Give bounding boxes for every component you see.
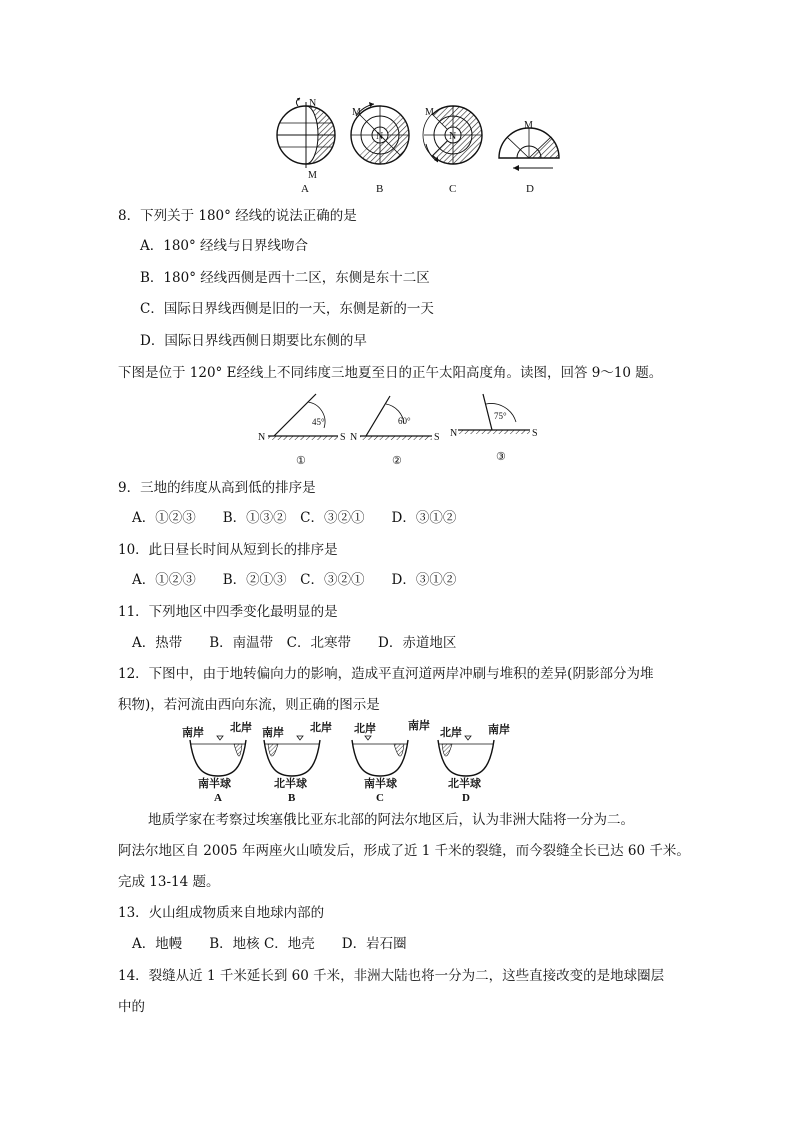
passage-line-3: 完成 13-14 题。 bbox=[118, 874, 220, 890]
angle-3-label: ③ bbox=[496, 451, 506, 463]
question-11-stem: 11．下列地区中四季变化最明显的是 bbox=[118, 604, 338, 620]
river-a-label: A bbox=[214, 792, 222, 804]
angle-2-label: ② bbox=[392, 455, 402, 467]
angle-figure-1 bbox=[258, 394, 346, 467]
question-8-stem: 8．下列关于 180° 经线的说法正确的是 bbox=[118, 208, 357, 224]
globe-a-north-mark: N bbox=[309, 98, 317, 109]
globe-d-label: D bbox=[526, 183, 534, 195]
globe-b-north-mark: N bbox=[376, 131, 384, 142]
river-a-left-bank: 南岸 bbox=[182, 727, 204, 739]
globe-c-label: C bbox=[449, 183, 457, 195]
river-d-left-bank: 北岸 bbox=[440, 727, 462, 739]
solar-angle-figure bbox=[252, 392, 552, 468]
river-a-right-bank: 北岸 bbox=[230, 722, 252, 734]
river-b-left-bank: 南岸 bbox=[262, 727, 284, 739]
river-cross-section-figure bbox=[176, 718, 528, 806]
angle-1-south: S bbox=[340, 432, 346, 443]
globe-b bbox=[351, 102, 410, 195]
question-8-option-a: A．180° 经线与日界线吻合 bbox=[140, 238, 309, 254]
globe-d-m-mark: M bbox=[524, 120, 533, 131]
passage-line-2: 阿法尔地区自 2005 年两座火山喷发后，形成了近 1 千米的裂缝，而今裂缝全长已达 60 千米。 bbox=[118, 843, 690, 859]
question-9-options: A．①②③ B．①③② C．③②① D．③①② bbox=[132, 510, 457, 526]
angle-figure-2 bbox=[350, 396, 440, 467]
angle-3-north: N bbox=[450, 428, 458, 439]
globe-c-north-mark: N bbox=[449, 131, 457, 142]
angle-2-north: N bbox=[350, 432, 358, 443]
angle-2-south: S bbox=[434, 432, 440, 443]
question-10-stem: 10．此日昼长时间从短到长的排序是 bbox=[118, 542, 338, 558]
river-b-right-bank: 北岸 bbox=[310, 722, 332, 734]
question-8-option-c: C．国际日界线西侧是旧的一天，东侧是新的一天 bbox=[140, 301, 434, 317]
globe-b-m-mark: M bbox=[352, 107, 361, 118]
angle-1-north: N bbox=[258, 432, 266, 443]
river-d bbox=[438, 722, 510, 804]
angle-3-value: 75° bbox=[494, 411, 507, 421]
globe-diagram-figure bbox=[270, 92, 570, 198]
question-9-stem: 9．三地的纬度从高到低的排序是 bbox=[118, 480, 316, 496]
river-c-right-bank: 南岸 bbox=[408, 720, 430, 732]
river-b-hemisphere: 北半球 bbox=[274, 778, 307, 790]
question-12-stem-line1: 12．下图中，由于地转偏向力的影响，造成平直河道两岸冲刷与堆积的差异(阴影部分为堆 bbox=[118, 666, 654, 682]
globe-a-m-mark: M bbox=[308, 170, 317, 181]
angle-1-value: 45° bbox=[312, 417, 325, 427]
river-c-hemisphere: 南半球 bbox=[364, 778, 397, 790]
question-14-stem-line2: 中的 bbox=[118, 999, 145, 1015]
river-a bbox=[182, 720, 252, 804]
question-12-stem-line2: 积物)，若河流由西向东流，则正确的图示是 bbox=[118, 697, 380, 713]
river-a-hemisphere: 南半球 bbox=[198, 778, 231, 790]
angle-1-label: ① bbox=[296, 455, 306, 467]
river-c-label: C bbox=[376, 792, 384, 804]
globe-a bbox=[277, 98, 335, 195]
question-13-stem: 13．火山组成物质来自地球内部的 bbox=[118, 905, 325, 921]
question-8-option-b: B．180° 经线西侧是西十二区，东侧是东十二区 bbox=[140, 270, 430, 286]
river-d-right-bank: 南岸 bbox=[488, 724, 510, 736]
globe-c-m-mark: M bbox=[425, 107, 434, 118]
question-14-stem-line1: 14．裂缝从近 1 千米延长到 60 千米，非洲大陆也将一分为二，这些直接改变的是地球圈层 bbox=[118, 968, 665, 984]
angle-figure-3 bbox=[450, 394, 538, 463]
globe-c bbox=[423, 106, 482, 195]
question-10-options: A．①②③ B．②①③ C．③②① D．③①② bbox=[132, 572, 457, 588]
river-d-label: D bbox=[462, 792, 470, 804]
river-b-label: B bbox=[288, 792, 296, 804]
globe-a-label: A bbox=[301, 183, 309, 195]
passage-line-1: 地质学家在考察过埃塞俄比亚东北部的阿法尔地区后，认为非洲大陆将一分为二。 bbox=[148, 812, 634, 828]
angle-2-value: 60° bbox=[398, 416, 411, 426]
globe-d bbox=[499, 120, 559, 195]
river-b bbox=[262, 720, 332, 804]
intro-9-10: 下图是位于 120° E经线上不同纬度三地夏至日的正午太阳高度角。读图，回答 9～10 题。 bbox=[118, 365, 663, 381]
question-13-options: A．地幔 B．地核 C．地壳 D．岩石圈 bbox=[132, 936, 407, 952]
globe-b-label: B bbox=[376, 183, 384, 195]
river-c-left-bank: 北岸 bbox=[354, 723, 376, 735]
angle-3-south: S bbox=[532, 428, 538, 439]
question-11-options: A．热带 B．南温带 C．北寒带 D．赤道地区 bbox=[132, 635, 457, 651]
question-8-option-d: D．国际日界线西侧日期要比东侧的早 bbox=[140, 333, 367, 349]
river-d-hemisphere: 北半球 bbox=[448, 778, 481, 790]
river-c bbox=[352, 718, 430, 804]
